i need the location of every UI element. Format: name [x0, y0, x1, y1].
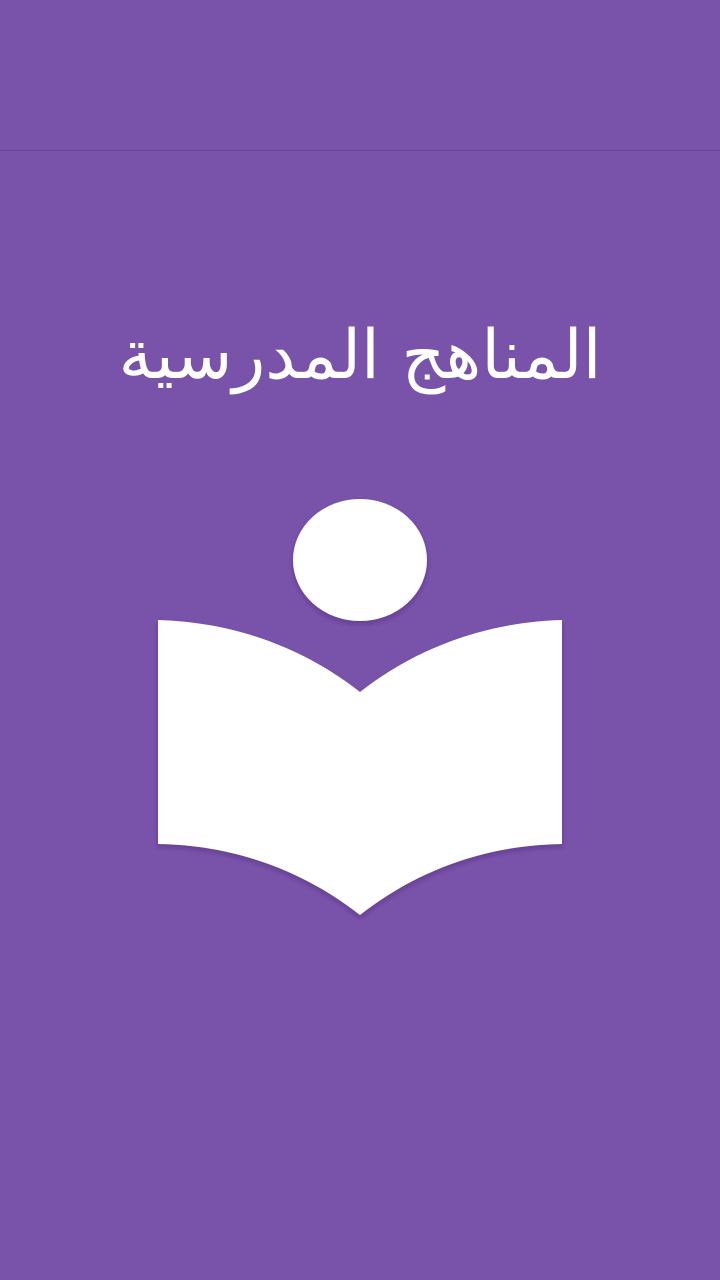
status-bar-divider: [0, 150, 720, 151]
book-reader-logo: [150, 490, 570, 930]
open-book-reader-icon: [150, 490, 570, 930]
open-book-shape: [158, 620, 562, 915]
reader-head-shape: [293, 499, 427, 621]
app-title: المناهج المدرسية: [118, 315, 602, 395]
